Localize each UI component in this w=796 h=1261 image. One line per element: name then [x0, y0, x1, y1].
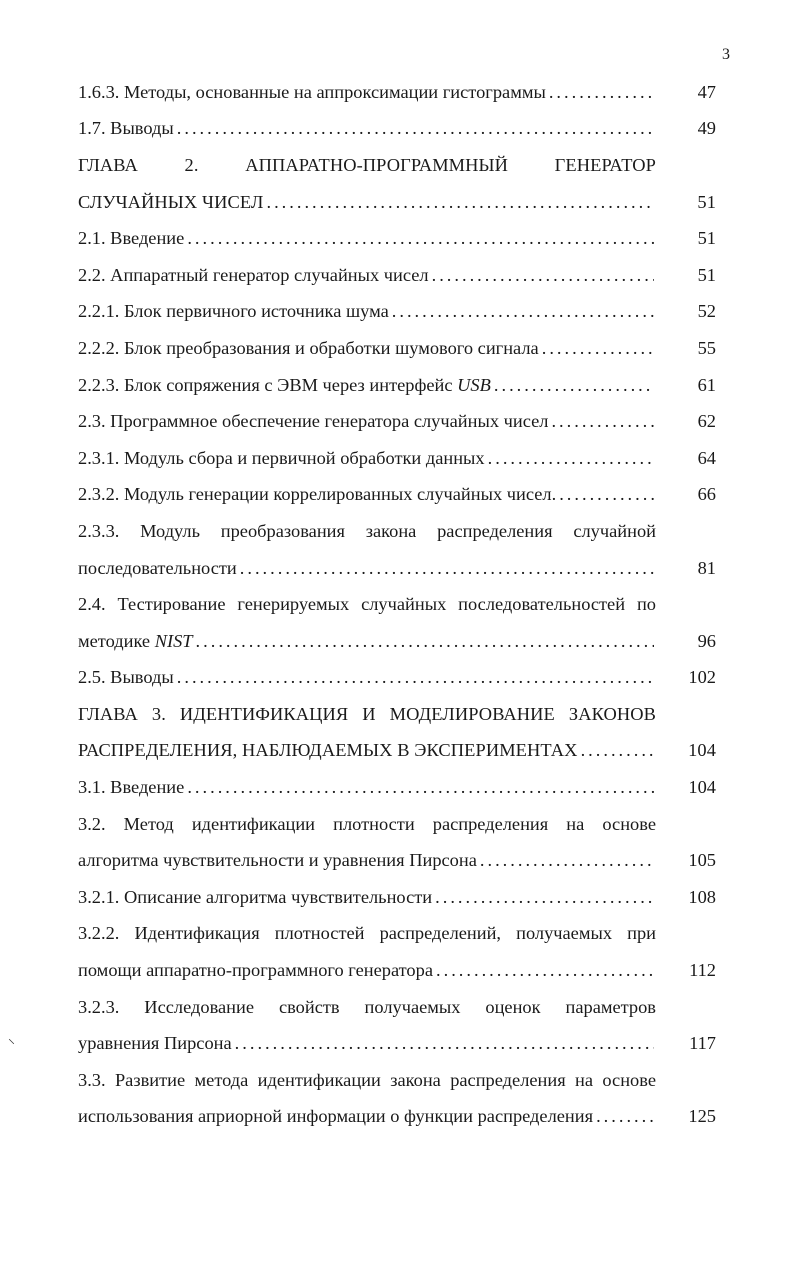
toc-entry[interactable] — [78, 367, 718, 404]
entry-page: 112 — [689, 960, 716, 981]
toc-entry[interactable] — [78, 550, 718, 587]
toc-entry[interactable] — [78, 769, 718, 806]
entry-title: 3.1. Введение — [78, 777, 185, 798]
entry-page: 117 — [689, 1033, 716, 1054]
toc-entry[interactable] — [78, 220, 718, 257]
dot-leader — [177, 118, 654, 139]
entry-title: последовательности — [78, 557, 237, 578]
entry-title: 1.6.3. Методы, основанные на аппроксимации гистограммы — [78, 81, 546, 102]
entry-page: 66 — [697, 484, 716, 505]
toc-entry-line[interactable] — [78, 916, 718, 953]
chapter-heading-line[interactable] — [78, 696, 718, 733]
entry-title: 2.2.2. Блок преобразования и обработки шумового сигнала — [78, 337, 539, 358]
toc-entry-line[interactable] — [78, 806, 718, 843]
dot-leader — [581, 740, 654, 761]
dot-leader — [494, 375, 654, 396]
toc-entry[interactable] — [78, 330, 718, 367]
entry-page: 51 — [697, 228, 716, 249]
toc-entry-line[interactable] — [78, 586, 718, 623]
entry-page: 55 — [697, 337, 716, 358]
entry-title: 2.5. Выводы — [78, 667, 174, 688]
dot-leader — [480, 850, 654, 871]
chapter-title: ГЛАВА 3. ИДЕНТИФИКАЦИЯ И МОДЕЛИРОВАНИЕ ЗАКОНОВ — [78, 703, 656, 724]
chapter-heading-line[interactable] — [78, 147, 718, 184]
entry-title: 3.3. Развитие метода идентификации закона распределения на основе — [78, 1069, 656, 1090]
toc-entry[interactable] — [78, 111, 718, 148]
dot-leader — [432, 265, 654, 286]
entry-title: 2.2. Аппаратный генератор случайных чисел — [78, 264, 429, 285]
dot-leader — [392, 301, 654, 322]
entry-title: помощи аппаратно-программного генератора — [78, 960, 433, 981]
entry-title: 2.3.2. Модуль генерации коррелированных случайных чисел. — [78, 484, 557, 505]
entry-page: 108 — [688, 886, 716, 907]
dot-leader — [435, 887, 654, 908]
toc-entry[interactable] — [78, 184, 718, 221]
page-number: 3 — [722, 46, 730, 63]
entry-page: 102 — [688, 667, 716, 688]
dot-leader — [542, 338, 654, 359]
toc-entry[interactable] — [78, 879, 718, 916]
entry-title: использования априорной информации о функции распределения — [78, 1106, 594, 1127]
entry-page: 104 — [688, 740, 716, 761]
entry-page: 49 — [697, 118, 716, 139]
entry-page: 105 — [688, 850, 716, 871]
dot-leader — [488, 448, 654, 469]
dot-leader — [559, 484, 654, 505]
entry-page: 62 — [697, 411, 716, 432]
entry-page: 81 — [697, 557, 716, 578]
toc-entry[interactable] — [78, 733, 718, 770]
toc-entry[interactable] — [78, 1025, 718, 1062]
entry-title: алгоритма чувствительности и уравнения Пирсона — [78, 850, 477, 871]
entry-title: СЛУЧАЙНЫХ ЧИСЕЛ — [78, 191, 264, 212]
entry-page: 96 — [697, 630, 716, 651]
toc-entry[interactable] — [78, 842, 718, 879]
dot-leader — [436, 960, 654, 981]
toc-entry[interactable] — [78, 1099, 718, 1136]
entry-title: 2.2.1. Блок первичного источника шума — [78, 301, 389, 322]
entry-page: 125 — [688, 1106, 716, 1127]
entry-page: 104 — [688, 777, 716, 798]
dot-leader — [235, 1033, 654, 1054]
entry-title: 3.2.3. Исследование свойств получаемых оценок параметров — [78, 996, 656, 1017]
dot-leader — [177, 667, 654, 688]
entry-page: 51 — [697, 191, 716, 212]
entry-page: 51 — [697, 264, 716, 285]
entry-page: 52 — [697, 301, 716, 322]
entry-page: 47 — [697, 81, 716, 102]
dot-leader — [551, 411, 654, 432]
toc-entry-line[interactable] — [78, 989, 718, 1026]
toc-entry[interactable] — [78, 257, 718, 294]
toc-entry[interactable] — [78, 477, 718, 514]
toc-entry[interactable] — [78, 952, 718, 989]
toc-entry[interactable] — [78, 294, 718, 331]
toc-entry[interactable] — [78, 623, 718, 660]
toc-entry[interactable] — [78, 440, 718, 477]
entry-title: 2.3.3. Модуль преобразования закона распределения случайной — [78, 520, 656, 541]
entry-title: 1.7. Выводы — [78, 118, 174, 139]
dot-leader — [240, 558, 654, 579]
table-of-contents — [78, 74, 718, 1135]
entry-title: 2.2.3. Блок сопряжения с ЭВМ через интерфейс USB — [78, 374, 491, 395]
entry-title: РАСПРЕДЕЛЕНИЯ, НАБЛЮДАЕМЫХ В ЭКСПЕРИМЕНТАХ — [78, 740, 578, 761]
entry-title: 3.2.1. Описание алгоритма чувствительности — [78, 886, 433, 907]
dot-leader — [187, 777, 654, 798]
entry-title: методике NIST — [78, 630, 193, 651]
entry-title: 3.2. Метод идентификации плотности распределения на основе — [78, 813, 656, 834]
entry-title: уравнения Пирсона — [78, 1033, 232, 1054]
dot-leader — [266, 192, 654, 213]
dot-leader — [196, 631, 654, 652]
entry-page: 61 — [697, 374, 716, 395]
toc-entry-line[interactable] — [78, 1062, 718, 1099]
entry-title: 2.1. Введение — [78, 228, 185, 249]
toc-entry[interactable] — [78, 660, 718, 697]
dot-leader — [596, 1106, 654, 1127]
toc-entry-line[interactable] — [78, 513, 718, 550]
dot-leader — [187, 228, 654, 249]
chapter-title: ГЛАВА 2. АППАРАТНО-ПРОГРАММНЫЙ ГЕНЕРАТОР — [78, 154, 656, 175]
dot-leader — [549, 82, 654, 103]
toc-entry[interactable] — [78, 74, 718, 111]
entry-title: 2.3. Программное обеспечение генератора случайных чисел — [78, 411, 549, 432]
entry-page: 64 — [697, 447, 716, 468]
entry-title: 3.2.2. Идентификация плотностей распределений, получаемых при — [78, 923, 656, 944]
entry-title: 2.3.1. Модуль сбора и первичной обработки данных — [78, 447, 485, 468]
entry-title: 2.4. Тестирование генерируемых случайных последовательностей по — [78, 594, 656, 615]
toc-entry[interactable] — [78, 403, 718, 440]
margin-mark: ⸜ — [8, 1032, 15, 1047]
